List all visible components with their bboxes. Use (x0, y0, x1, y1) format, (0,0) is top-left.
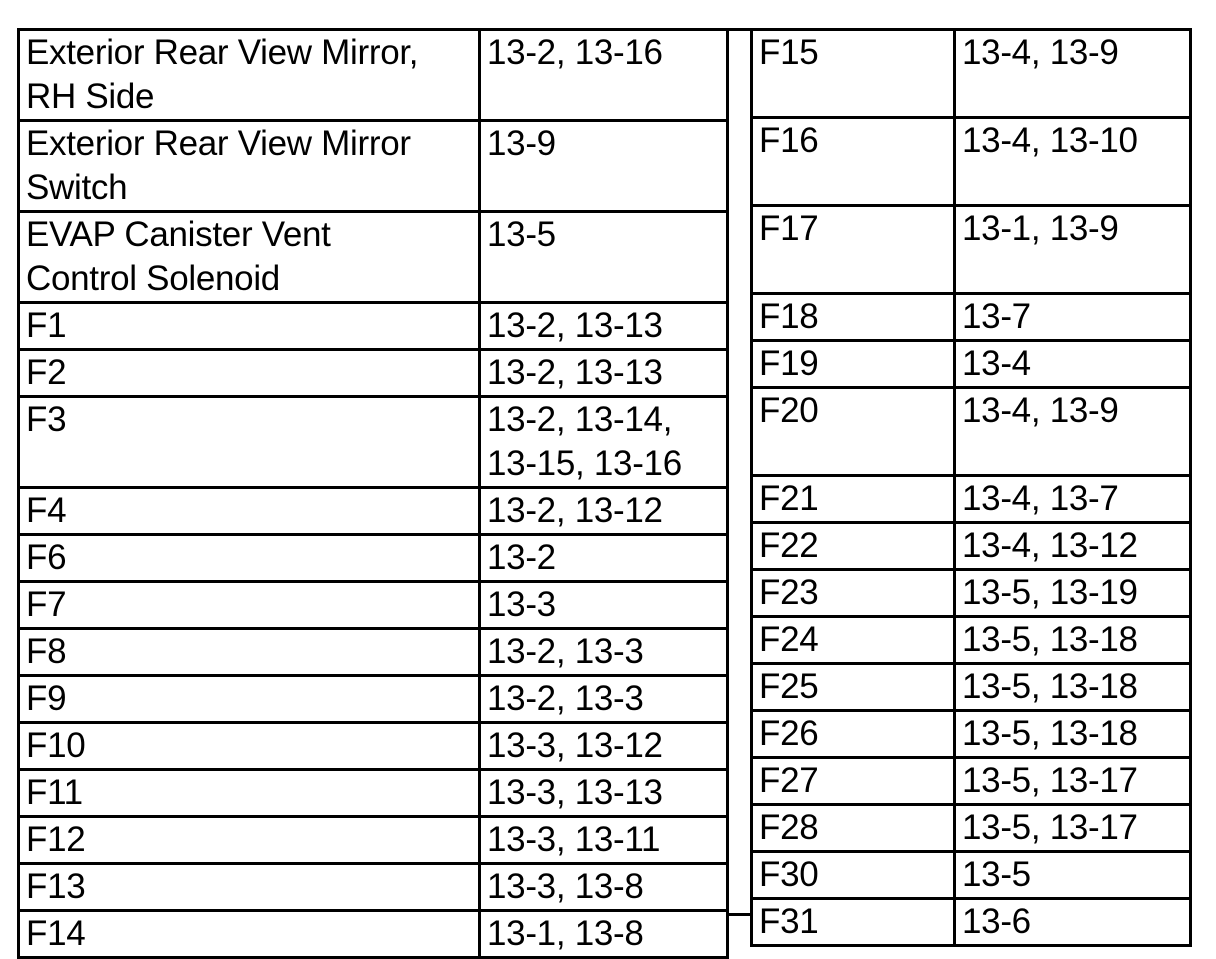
component-name-line: F1 (26, 306, 67, 345)
page-reference-line: 13-5, 13-18 (962, 667, 1138, 706)
page-reference-cell (955, 341, 1191, 388)
table-row (19, 397, 728, 488)
component-name-line: F28 (759, 808, 819, 847)
table-row (19, 582, 728, 629)
page-reference-line: 13-4, 13-9 (962, 391, 1119, 430)
table-row (752, 570, 1191, 617)
page-reference-line: 13-2, 13-12 (487, 491, 663, 530)
component-name-cell (19, 30, 480, 121)
component-name-cell (19, 535, 480, 582)
page-reference-cell (480, 817, 728, 864)
table-row (19, 121, 728, 212)
component-name-line: Exterior Rear View Mirror, (26, 33, 419, 72)
component-name-cell (19, 723, 480, 770)
component-name-line: F9 (26, 679, 67, 718)
table-row (752, 664, 1191, 711)
component-name-cell (752, 206, 955, 294)
component-name-line: F16 (759, 121, 819, 160)
component-name-cell (752, 711, 955, 758)
component-name-cell (752, 570, 955, 617)
table-row (752, 118, 1191, 206)
component-name-line: F17 (759, 209, 819, 248)
page-reference-cell (955, 711, 1191, 758)
page-reference-cell (955, 617, 1191, 664)
component-name-cell (19, 582, 480, 629)
component-name-line: F3 (26, 400, 67, 439)
table-row (752, 758, 1191, 805)
page-reference-line: 13-4, 13-9 (962, 33, 1119, 72)
page-reference-line: 13-2, 13-13 (487, 353, 663, 392)
component-name-line: F11 (26, 773, 83, 812)
page-reference-line: 13-2, 13-3 (487, 679, 644, 718)
table-row (19, 770, 728, 817)
component-name-line: F6 (26, 538, 67, 577)
component-name-cell (752, 664, 955, 711)
component-name-cell (19, 676, 480, 723)
page-reference-line: 13-7 (962, 297, 1031, 336)
page-reference-cell (480, 911, 728, 958)
component-name-line: Exterior Rear View Mirror (26, 124, 411, 163)
page-reference-line: 13-1, 13-9 (962, 209, 1119, 248)
page-reference-line: 13-5, 13-18 (962, 620, 1138, 659)
table-row (19, 488, 728, 535)
page-reference-cell (480, 723, 728, 770)
page-reference-cell (480, 864, 728, 911)
table-row (752, 805, 1191, 852)
table-row (19, 629, 728, 676)
component-index-table-right (750, 28, 1192, 947)
component-name-line: F12 (26, 820, 86, 859)
page-reference-cell (480, 676, 728, 723)
table-row (19, 303, 728, 350)
page-reference-line: 13-5, 13-19 (962, 573, 1138, 612)
component-name-line: Switch (26, 168, 128, 207)
table-row (752, 852, 1191, 899)
page-reference-line: 13-2 (487, 538, 556, 577)
component-name-line: EVAP Canister Vent (26, 215, 331, 254)
page-reference-cell (480, 582, 728, 629)
page-reference-cell (955, 476, 1191, 523)
table-row (19, 817, 728, 864)
page-reference-line: 13-3, 13-12 (487, 726, 663, 765)
table-row (19, 911, 728, 958)
page-reference-cell (480, 770, 728, 817)
component-name-line: F2 (26, 353, 67, 392)
page-reference-line: 13-9 (487, 124, 556, 163)
component-name-cell (752, 388, 955, 476)
index-page (17, 28, 1189, 953)
page-reference-line: 13-3, 13-11 (487, 820, 661, 859)
component-name-cell (752, 852, 955, 899)
component-name-cell (19, 488, 480, 535)
component-name-line: F4 (26, 491, 67, 530)
component-name-cell (752, 118, 955, 206)
table-row (752, 30, 1191, 118)
page-reference-cell (480, 30, 728, 121)
table-row (752, 617, 1191, 664)
table-row (752, 388, 1191, 476)
component-name-line: F23 (759, 573, 819, 612)
table-row (752, 206, 1191, 294)
page-reference-cell (955, 664, 1191, 711)
page-reference-line: 13-5, 13-18 (962, 714, 1138, 753)
component-name-line: F25 (759, 667, 819, 706)
component-name-cell (752, 899, 955, 946)
table-row (752, 523, 1191, 570)
table-row (19, 350, 728, 397)
component-name-cell (752, 523, 955, 570)
component-name-cell (19, 303, 480, 350)
component-name-line: F19 (759, 344, 819, 383)
component-name-cell (19, 121, 480, 212)
page-reference-line: 13-5 (962, 855, 1031, 894)
component-name-line: F15 (759, 33, 819, 72)
table-row (752, 711, 1191, 758)
page-reference-cell (480, 212, 728, 303)
page-reference-line: 13-1, 13-8 (487, 914, 644, 953)
page-reference-line: 13-2, 13-14, (487, 400, 673, 439)
component-name-cell (752, 805, 955, 852)
component-name-cell (752, 341, 955, 388)
component-name-cell (19, 350, 480, 397)
component-name-line: F13 (26, 867, 86, 906)
component-name-line: Control Solenoid (26, 259, 280, 298)
component-name-cell (19, 817, 480, 864)
page-reference-line: 13-2, 13-13 (487, 306, 663, 345)
page-reference-cell (955, 294, 1191, 341)
page-reference-line: 13-15, 13-16 (487, 444, 682, 483)
right-table-body (752, 30, 1191, 946)
component-name-cell (19, 911, 480, 958)
component-name-line: F30 (759, 855, 819, 894)
component-name-line: RH Side (26, 77, 155, 116)
page-reference-cell (955, 852, 1191, 899)
component-name-cell (19, 770, 480, 817)
component-name-cell (752, 617, 955, 664)
table-row (752, 476, 1191, 523)
table-row (19, 30, 728, 121)
table-row (19, 535, 728, 582)
component-name-cell (19, 864, 480, 911)
page-reference-line: 13-4, 13-12 (962, 526, 1138, 565)
component-name-line: F18 (759, 297, 819, 336)
table-row (19, 676, 728, 723)
table-row (19, 212, 728, 303)
page-reference-cell (480, 121, 728, 212)
page-reference-cell (955, 805, 1191, 852)
page-reference-line: 13-6 (962, 902, 1031, 941)
left-table-body (19, 30, 728, 958)
page-reference-line: 13-3 (487, 585, 556, 624)
component-name-line: F27 (759, 761, 819, 800)
page-reference-line: 13-3, 13-8 (487, 867, 644, 906)
table-row (752, 899, 1191, 946)
page-reference-cell (955, 899, 1191, 946)
table-row (752, 341, 1191, 388)
component-name-line: F20 (759, 391, 819, 430)
page-reference-line: 13-2, 13-3 (487, 632, 644, 671)
component-name-cell (19, 397, 480, 488)
component-name-line: F22 (759, 526, 819, 565)
page-reference-cell (955, 30, 1191, 118)
page-reference-cell (480, 629, 728, 676)
page-reference-cell (955, 388, 1191, 476)
component-name-line: F7 (26, 585, 67, 624)
page-reference-line: 13-4, 13-10 (962, 121, 1138, 160)
component-name-cell (752, 476, 955, 523)
component-name-cell (752, 758, 955, 805)
page-reference-line: 13-3, 13-13 (487, 773, 663, 812)
page-reference-cell (480, 303, 728, 350)
component-name-cell (752, 294, 955, 341)
page-reference-line: 13-4, 13-7 (962, 479, 1119, 518)
table-row (19, 864, 728, 911)
component-name-cell (19, 212, 480, 303)
page-reference-cell (955, 118, 1191, 206)
page-reference-cell (955, 570, 1191, 617)
page-reference-cell (480, 397, 728, 488)
page-reference-cell (955, 206, 1191, 294)
component-name-line: F21 (759, 479, 819, 518)
page-reference-line: 13-2, 13-16 (487, 33, 663, 72)
component-name-line: F10 (26, 726, 86, 765)
component-name-line: F14 (26, 914, 86, 953)
page-reference-line: 13-5, 13-17 (962, 808, 1138, 847)
component-name-line: F31 (759, 902, 819, 941)
component-name-line: F26 (759, 714, 819, 753)
page-reference-line: 13-5 (487, 215, 556, 254)
page-reference-cell (480, 535, 728, 582)
page-reference-cell (955, 523, 1191, 570)
page-reference-cell (480, 488, 728, 535)
component-name-cell (19, 629, 480, 676)
table-row (19, 723, 728, 770)
column-gap (726, 28, 750, 916)
component-name-line: F8 (26, 632, 67, 671)
page-reference-line: 13-4 (962, 344, 1031, 383)
table-row (752, 294, 1191, 341)
page-reference-cell (480, 350, 728, 397)
component-name-line: F24 (759, 620, 819, 659)
page-reference-line: 13-5, 13-17 (962, 761, 1138, 800)
page-reference-cell (955, 758, 1191, 805)
component-index-table-left (17, 28, 729, 959)
component-name-cell (752, 30, 955, 118)
